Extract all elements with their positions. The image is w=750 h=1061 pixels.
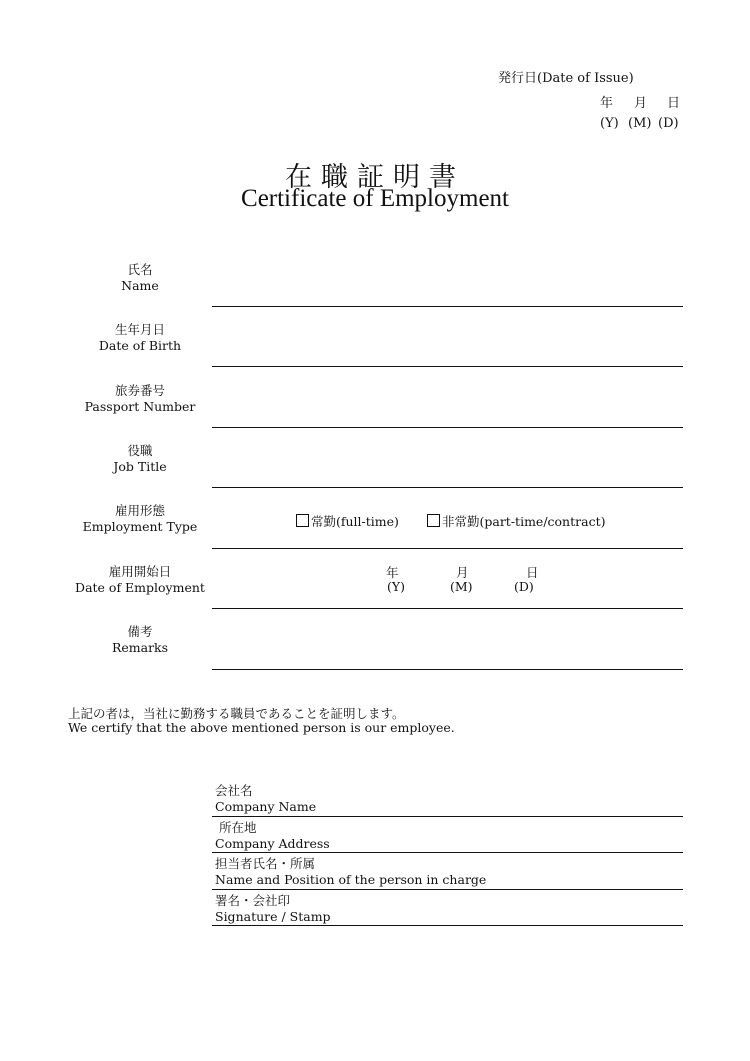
field-employment-type-line <box>212 548 683 549</box>
part-time-label: 非常勤(part-time/contract) <box>442 514 606 529</box>
field-employment-date-label-en: Date of Employment <box>75 580 205 595</box>
field-passport-label <box>60 383 220 415</box>
signature-stamp-label-en: Signature / Stamp <box>215 909 331 924</box>
issue-date-label: 発行日(Date of Issue) <box>498 71 634 86</box>
employment-year-en: (Y) <box>387 579 406 594</box>
field-job-title-label <box>60 443 220 475</box>
company-name-label <box>215 783 316 815</box>
certification-text-en: We certify that the above mentioned person is our employee. <box>68 720 455 735</box>
part-time-option[interactable] <box>427 512 605 530</box>
field-remarks-label <box>60 624 220 656</box>
field-name-label-en: Name <box>121 278 159 293</box>
issue-month-jp: 月 <box>634 96 648 111</box>
employment-month-en: (M) <box>450 579 473 594</box>
field-dob-label-en: Date of Birth <box>98 338 182 353</box>
field-dob-label-jp: 生年月日 <box>114 322 165 337</box>
issue-month-en: (M) <box>628 116 652 131</box>
field-job-title-label-en: Job Title <box>113 459 167 474</box>
field-employment-type-label <box>60 503 220 535</box>
company-name-label-jp: 会社名 <box>215 783 253 798</box>
signature-stamp-label <box>215 893 331 925</box>
company-name-line[interactable] <box>212 816 683 817</box>
field-employment-date-line[interactable] <box>212 608 683 609</box>
company-address-label-jp: 所在地 <box>219 820 257 835</box>
company-address-line[interactable] <box>212 852 683 853</box>
full-time-label: 常勤(full-time) <box>311 514 399 529</box>
person-in-charge-label-jp: 担当者氏名・所属 <box>215 856 316 871</box>
signature-stamp-line[interactable] <box>212 925 683 926</box>
field-dob-line[interactable] <box>212 366 683 367</box>
company-name-label-en: Company Name <box>215 799 317 814</box>
field-remarks-line[interactable] <box>212 669 683 670</box>
person-in-charge-label <box>215 856 486 888</box>
field-name-label <box>60 262 220 294</box>
person-in-charge-label-en: Name and Position of the person in charge <box>215 872 487 887</box>
person-in-charge-line[interactable] <box>212 889 683 890</box>
field-job-title-line[interactable] <box>212 487 683 488</box>
field-remarks-label-en: Remarks <box>111 640 169 655</box>
issue-year-en: (Y) <box>600 116 619 131</box>
issue-day-jp: 日 <box>667 96 681 111</box>
field-name-line[interactable] <box>212 306 683 307</box>
certification-text-jp: 上記の者は，当社に勤務する職員であることを証明します。 <box>68 706 405 721</box>
field-employment-type-label-en: Employment Type <box>82 519 198 534</box>
full-time-checkbox[interactable] <box>296 514 309 527</box>
signature-stamp-label-jp: 署名・会社印 <box>215 893 291 908</box>
field-passport-label-jp: 旅券番号 <box>114 383 165 398</box>
company-address-label <box>215 820 330 852</box>
field-dob-label <box>60 322 220 354</box>
field-remarks-label-jp: 備考 <box>127 624 153 639</box>
issue-year-jp: 年 <box>600 96 614 111</box>
employment-year-jp: 年 <box>386 565 399 580</box>
field-passport-line[interactable] <box>212 427 683 428</box>
employment-day-jp: 日 <box>526 565 539 580</box>
employment-month-jp: 月 <box>456 565 469 580</box>
part-time-checkbox[interactable] <box>427 514 440 527</box>
field-job-title-label-jp: 役職 <box>127 443 153 458</box>
page-title-jp: 在職証明書 <box>285 162 465 193</box>
field-employment-date-label-jp: 雇用開始日 <box>108 564 172 579</box>
full-time-option[interactable] <box>296 512 399 530</box>
field-employment-type-label-jp: 雇用形態 <box>114 503 165 518</box>
page-title-en: Certificate of Employment <box>241 185 509 212</box>
employment-day-en: (D) <box>514 579 534 594</box>
issue-day-en: (D) <box>658 116 679 131</box>
field-passport-label-en: Passport Number <box>84 399 196 414</box>
field-name-label-jp: 氏名 <box>127 262 153 277</box>
field-employment-date-label <box>60 564 220 596</box>
company-address-label-en: Company Address <box>215 836 330 851</box>
